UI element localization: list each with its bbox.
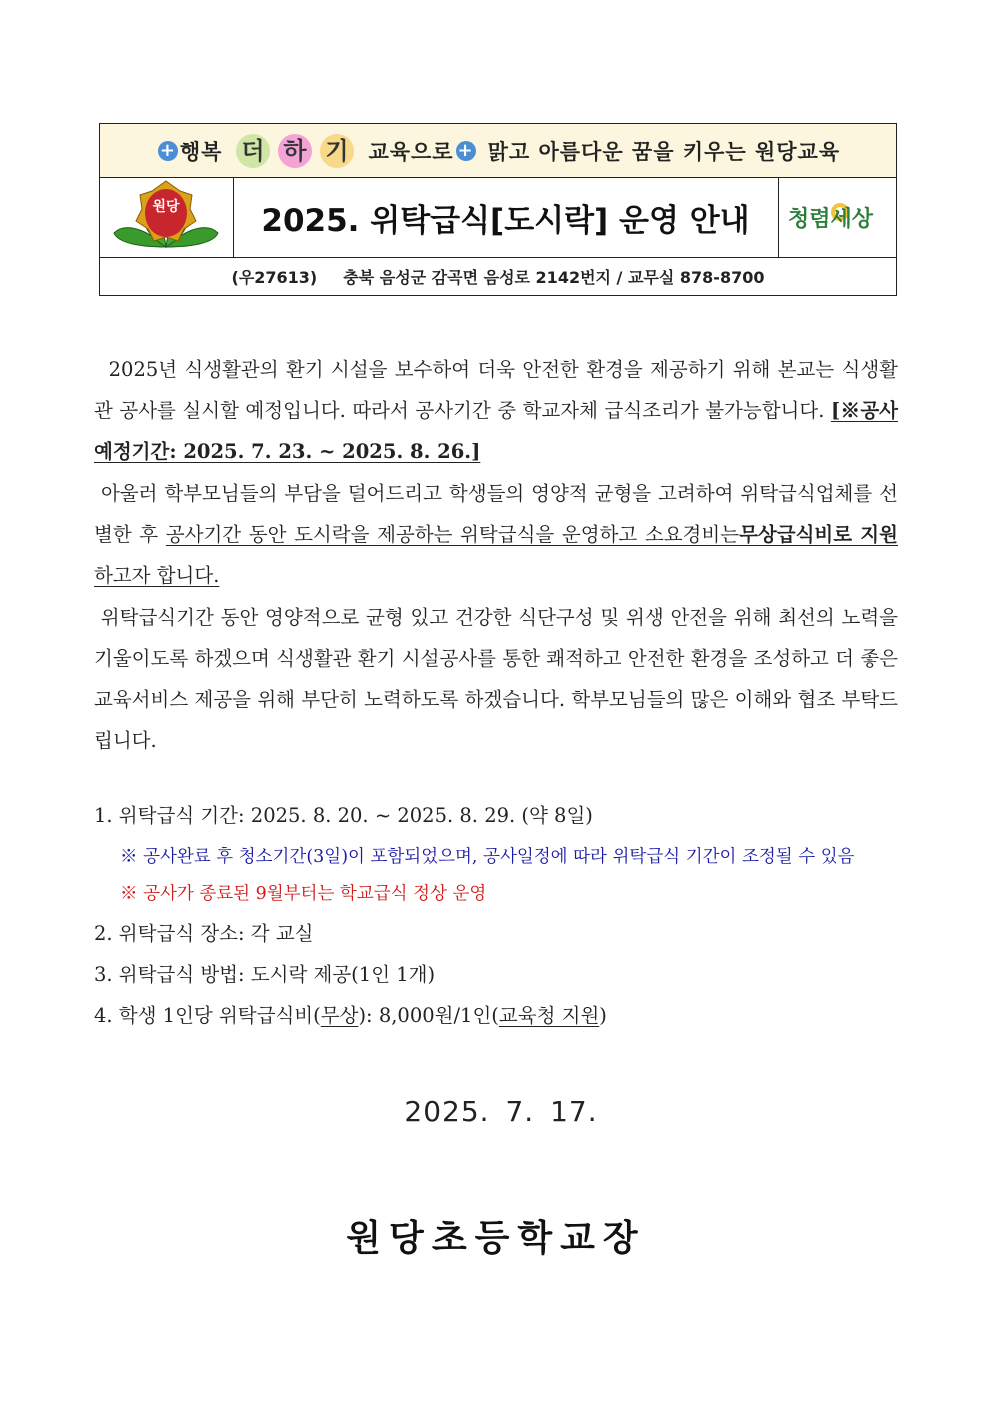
paragraph-2-underline: 공사기간 동안 도시락을 제공하는 위탁급식을 운영하고 소요경비는: [165, 523, 740, 546]
cost-free-label: 무상: [320, 1004, 359, 1027]
address-row: [100, 257, 896, 295]
zip-code: (우27613): [231, 267, 318, 287]
cost-support-label: 교육청 지원: [498, 1004, 600, 1027]
slogan-part1: 행복: [179, 139, 223, 164]
free-meal-support: 무상급식비로 지원: [739, 523, 898, 546]
slogan-banner: [100, 124, 896, 178]
slogan-part2: 교육으로: [368, 139, 454, 164]
integrity-logo-icon: [782, 192, 892, 242]
cost-amount: ): 8,000원/1인(: [358, 1004, 499, 1027]
title-row: [100, 177, 896, 258]
school-address: 충북 음성군 감곡면 음성로 2142번지 / 교무실 878-8700: [343, 267, 765, 287]
list-item-cost: [94, 1000, 607, 1028]
paragraph-2-text: 아울러 학부모님들의 부담을 덜어드리고 학생들의 영양적 균형을 고려하여 위탁급식업체를 선별한 후: [94, 482, 898, 546]
note-cleaning-period: ※ 공사완료 후 청소기간(3일)이 포함되었으며, 공사일정에 따라 위탁급식 기간이 조정될 수 있음: [120, 847, 855, 867]
paragraph-1-text: 2025년 식생활관의 환기 시설을 보수하여 더욱 안전한 환경을 제공하기 위해 본교는 식생활관 공사를 실시할 예정입니다. 따라서 공사기간 중 학교자체 급식조리가 불가능합니다.: [94, 358, 899, 422]
school-emblem: [100, 177, 234, 257]
plus-icon: +: [457, 139, 474, 161]
note-normal-operation: ※ 공사가 종료된 9월부터는 학교급식 정상 운영: [120, 884, 487, 904]
plus-icon: +: [159, 139, 176, 161]
paragraph-2-end: 하고자 합니다.: [94, 564, 220, 587]
list-item-period: 1. 위탁급식 기간: 2025. 8. 20. ~ 2025. 8. 29. (약 8일): [94, 804, 593, 827]
document-date: 2025. 7. 17.: [404, 1095, 598, 1128]
paragraph-3-text: 위탁급식기간 동안 영양적으로 균형 있고 건강한 식단구성 및 위생 안전을 위해 최선의 노력을 기울이도록 하겠으며 식생활관 환기 시설공사를 통한 쾌적하고 안전한 환경을 조성하고 더 좋은 교육서비스 제공을 위해 부단히 노력하도록 하겠습니다. 학부모님들의 많은 이해와 협조 부탁드립니다.: [94, 606, 898, 752]
slogan-bubble-2: 하: [278, 134, 312, 168]
paragraph-3: [94, 597, 898, 761]
slogan-bubble-1: 더: [236, 134, 270, 168]
slogan-bubble-3: 기: [320, 134, 354, 168]
signer-title: 원당초등학교장: [346, 1218, 646, 1259]
document-title: 2025. 위탁급식[도시락] 운영 안내: [233, 177, 779, 257]
integrity-logo-text: 청렴세상: [788, 207, 874, 232]
list-item-place: 2. 위탁급식 장소: 각 교실: [94, 922, 314, 945]
paragraph-2: [94, 473, 898, 596]
cost-prefix: 4. 학생 1인당 위탁급식비(: [94, 1004, 321, 1027]
list-item-method: 3. 위탁급식 방법: 도시락 제공(1인 1개): [94, 963, 436, 986]
cost-suffix: ): [599, 1004, 607, 1027]
emblem-text: 원당: [152, 199, 180, 215]
construction-period: [※공사예정기간: 2025. 7. 23. ~ 2025. 8. 26.]: [94, 399, 899, 463]
slogan-part3: 맑고 아름다운 꿈을 키우는 원당교육: [487, 139, 841, 164]
letterhead: [99, 123, 897, 296]
paragraph-1: [94, 349, 898, 472]
integrity-logo: [778, 177, 896, 257]
school-emblem-icon: [100, 177, 233, 257]
